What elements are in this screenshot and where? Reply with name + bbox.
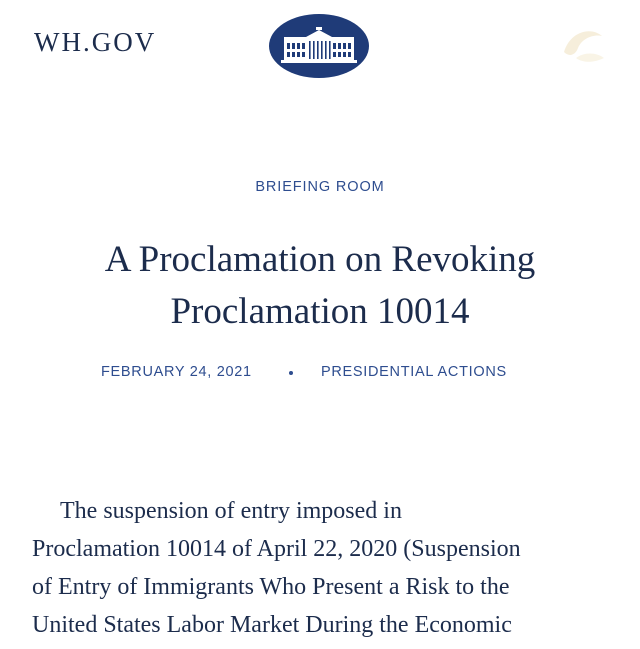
page-title xyxy=(20,234,620,338)
body-line: United States Labor Market During the Economic xyxy=(32,612,512,638)
briefing-room-link[interactable]: BRIEFING ROOM xyxy=(255,179,385,195)
body-line: The suspension of entry imposed in xyxy=(60,498,402,524)
white-house-seal-icon[interactable] xyxy=(268,13,370,79)
title-line: Proclamation 10014 xyxy=(170,291,470,332)
meta-separator xyxy=(289,371,293,375)
presidential-actions-link[interactable]: PRESIDENTIAL ACTIONS xyxy=(321,364,507,380)
title-line: A Proclamation on Revoking xyxy=(104,239,536,280)
site-name-link[interactable]: WH.GOV xyxy=(34,27,157,57)
publish-date: FEBRUARY 24, 2021 xyxy=(101,364,252,380)
article-meta xyxy=(0,364,640,384)
body-line: Proclamation 10014 of April 22, 2020 (Suspension xyxy=(32,536,521,562)
body-line: of Entry of Immigrants Who Present a Risk to the xyxy=(32,574,510,600)
article-body xyxy=(32,492,612,644)
watermark-icon xyxy=(556,22,610,68)
